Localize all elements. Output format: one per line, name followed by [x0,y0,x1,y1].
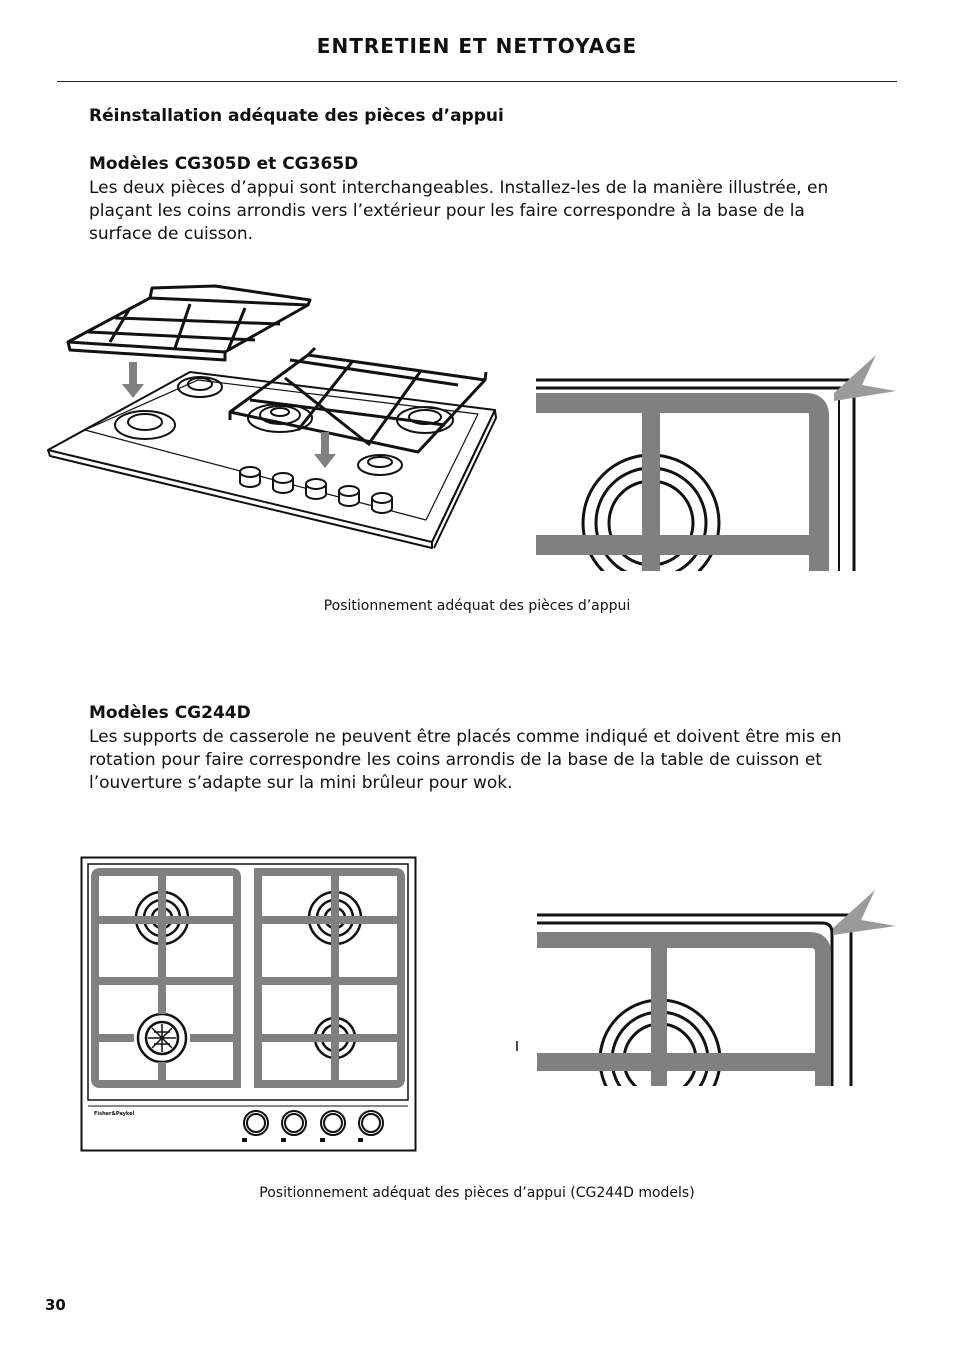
text-line: rotation pour faire correspondre les coins arrondis de la base de la table de cuisson et [89,750,822,770]
text-line: surface de cuisson. [89,224,254,244]
text-line: Les deux pièces d’appui sont interchangeables. Installez-les de la manière illustrée, en [89,178,829,198]
text-line: plaçant les coins arrondis vers l’extérieur pour les faire correspondre à la base de la [89,201,805,221]
header-divider [57,81,897,82]
models-cg305d-text [89,177,889,246]
brand-logo: Fisher&Paykel [94,1111,135,1117]
page-title: ENTRETIEN ET NETTOYAGE [316,34,638,58]
text-line: l’ouverture s’adapte sur la mini brûleur pour wok. [89,773,513,793]
page-number: 30 [45,1296,66,1314]
cooktop-topview-illustration [80,856,417,1153]
models-cg244d-heading: Modèles CG244D [89,703,251,723]
figure-caption-1: Positionnement adéquat des pièces d’appui [323,598,631,614]
section-heading: Réinstallation adéquate des pièces d’appui [89,106,504,126]
figure-caption-2: Positionnement adéquat des pièces d’appui (CG244D models) [259,1185,695,1201]
cooktop-isometric-illustration [40,280,505,550]
grate-corner-detail-2 [515,888,898,1086]
models-cg305d-heading: Modèles CG305D et CG365D [89,154,359,174]
models-cg244d-text [89,726,889,795]
text-line: Les supports de casserole ne peuvent être placés comme indiqué et doivent être mis en [89,727,842,747]
grate-corner-detail-1 [536,355,898,571]
